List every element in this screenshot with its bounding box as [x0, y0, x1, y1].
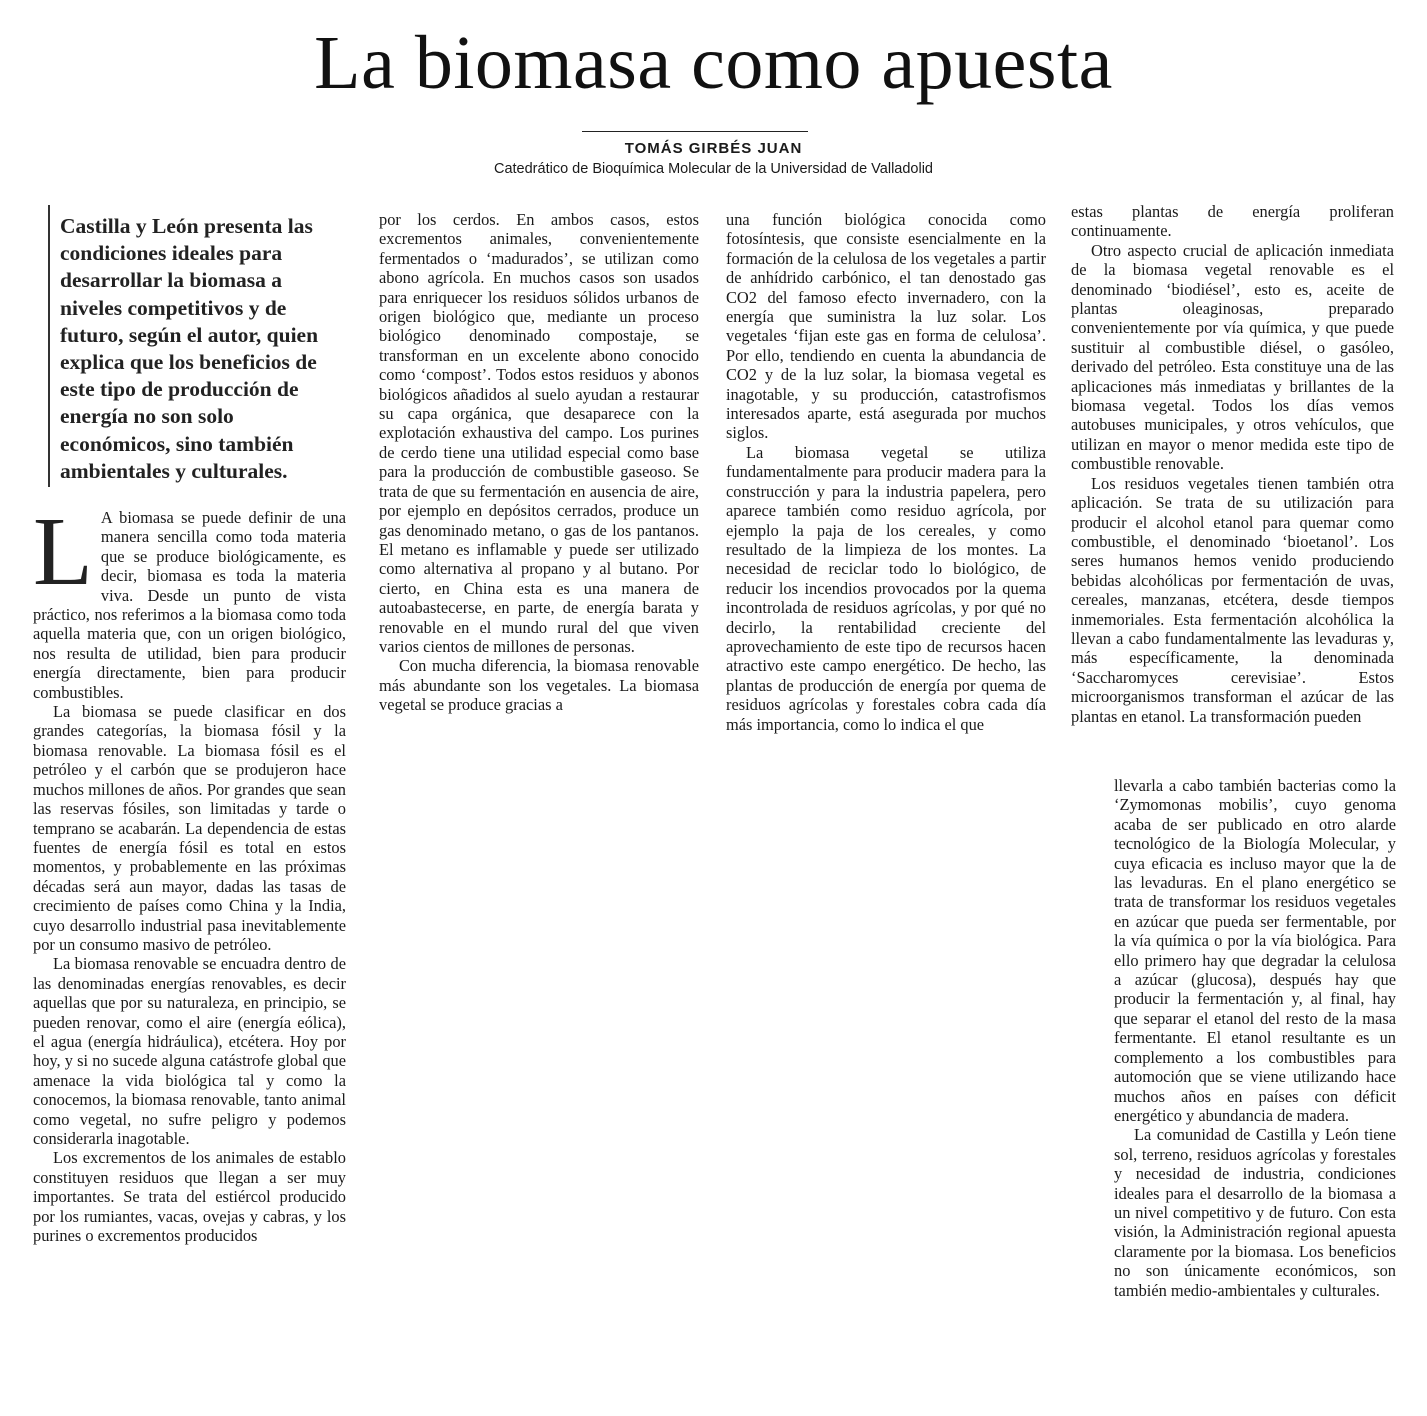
paragraph: La biomasa se puede clasificar en dos grandes categorías, la biomasa fósil y la biomasa renovable. La biomasa fósil es el petróleo y el carbón que se produjeron hace muchos millones de años. Por grandes que sean las reservas fósiles, son limitadas y tarde o temprano se acabarán. La dependencia de estas fuentes de energía fósil es total en estos momentos, y probablemente en las próximas décadas será aun mayor, dadas las tasas de crecimiento de países como China y la India, cuyo desarrollo industrial pasa inevitablemente por un consumo masivo de petróleo. — [33, 702, 346, 954]
paragraph-text: A biomasa se puede definir de una manera sencilla como toda materia que se produce biológicamente, es decir, biomasa es toda la materia viva. Desde un punto de vista práctico, nos referimos a la biomasa como toda aquella materia que, con un origen biológico, nos resulta de utilidad, bien para producir energía directamente, bien para producir combustibles. — [33, 508, 346, 702]
paragraph: estas plantas de energía proliferan continuamente. — [1071, 202, 1394, 241]
article-column-4-top — [1071, 202, 1394, 776]
paragraph: llevarla a cabo también bacterias como la ‘Zymomonas mobilis’, cuyo genoma acaba de ser publicado en otro alarde tecnológico de la Biología Molecular, y cuya eficacia es incluso mayor que la de las levaduras. En el plano energético se trata de transformar los residuos vegetales en azúcar que pueda ser fermentable, por la vía química o por la vía biológica. Para ello primero hay que degradar la celulosa a azúcar (glucosa), después hay que producir la fermentación y, al final, hay que separar el etanol del resto de la masa fermentante. El etanol resultante es un complemento a los combustibles para automoción que se viene utilizando hace muchos años en países con déficit energético y abundancia de madera. — [1114, 776, 1396, 1125]
paragraph: Con mucha diferencia, la biomasa renovable más abundante son los vegetales. La biomasa vegetal se produce gracias a — [379, 656, 699, 715]
author-affiliation: Catedrático de Bioquímica Molecular de la Universidad de Valladolid — [493, 161, 933, 177]
article-column-3 — [726, 210, 1046, 770]
paragraph: La biomasa vegetal se utiliza fundamentalmente para producir madera para la construcción y para la industria papelera, pero aparece también como residuo agrícola, por ejemplo la paja de los cereales, y como resultado de la limpieza de los montes. La necesidad de reciclar todo lo biológico, de reducir los incendios provocados por la quema incontrolada de residuos agrícolas, y por qué no decirlo, la rentabilidad creciente del aprovechamiento de este tipo de recursos hacen atractivo este campo energético. De hecho, las plantas de producción de energía por quema de residuos agrícolas y forestales cobra cada día más importancia, como lo indica el que — [726, 442, 1046, 734]
article-column-4-bottom — [1114, 776, 1396, 1386]
paragraph — [33, 508, 346, 702]
drop-cap: L — [33, 508, 93, 606]
paragraph: Otro aspecto crucial de aplicación inmediata de la biomasa vegetal renovable es el denominado ‘biodiésel’, esto es, aceite de plantas oleaginosas, preparado convenientemente por vía química, y que puede sustituir al combustible diésel, o gasóleo, derivado del petróleo. Esta constituye una de las aplicaciones más inmediatas y brillantes de la biomasa vegetal. Todos los días vemos autobuses municipales, y otros vehículos, que utilizan en mayor o menor medida este tipo de combustible renovable. — [1071, 240, 1394, 474]
article-column-2 — [379, 210, 699, 780]
standfirst: Castilla y León presenta las condiciones ideales para desarrollar la biomasa a niveles competitivos y de futuro, según el autor, quien explica que los beneficios de este tipo de producción de energía no son solo económicos, sino también ambientales y culturales. — [48, 205, 346, 487]
paragraph: Los residuos vegetales tienen también otra aplicación. Se trata de su utilización para producir el alcohol etanol para quemar como combustible, el denominado ‘bioetanol’. Los seres humanos hemos venido produciendo bebidas alcohólicas por fermentación de uvas, cereales, manzanas, etcétera, desde tiempos inmemoriales. Esta fermentación alcohólica la llevan a cabo fundamentalmente las levaduras y, más específicamente, la denominada ‘Saccharomyces cerevisiae’. Estos microorganismos transforman el azúcar de las plantas en etanol. La transformación pueden — [1071, 473, 1394, 726]
author-name: TOMÁS GIRBÉS JUAN — [624, 140, 803, 157]
headline: La biomasa como apuesta — [314, 21, 1113, 105]
paragraph: Los excrementos de los animales de establo constituyen residuos que llegan a ser muy importantes. Se trata del estiércol producido por los rumiantes, vacas, ovejas y cabras, y los purines o excrementos producidos — [33, 1148, 346, 1246]
paragraph: La comunidad de Castilla y León tiene sol, terreno, residuos agrícolas y forestales y necesidad de industria, condiciones ideales para el desarrollo de la biomasa a un nivel competitivo y de futuro. Con esta visión, la Administración regional apuesta claramente por la biomasa. Los beneficios no son únicamente económicos, son también medio-ambientales y culturales. — [1114, 1125, 1396, 1300]
article-column-1 — [33, 508, 346, 1398]
paragraph: La biomasa renovable se encuadra dentro de las denominadas energías renovables, es decir aquellas que por su naturaleza, en principio, se pueden renovar, como el aire (energía eólica), el agua (energía hidráulica), etcétera. Hoy por hoy, y si no sucede alguna catástrofe global que amenace la vida biológica tal y como la conocemos, la biomasa renovable, tanto animal como vegetal, no sufre peligro y podemos considerarla inagotable. — [33, 954, 346, 1148]
byline-rule — [582, 131, 808, 132]
paragraph: una función biológica conocida como fotosíntesis, que consiste esencialmente en la formación de la celulosa de los vegetales a partir de anhídrido carbónico, el tan denostado gas CO2 del famoso efecto invernadero, con la energía que suministra la luz solar. Los vegetales ‘fijan este gas en forma de celulosa’. Por ello, tendiendo en cuenta la abundancia de CO2 y de la luz solar, la biomasa vegetal es inagotable, y su producción, catastrofismos interesados aparte, está asegurada por muchos siglos. — [726, 210, 1046, 443]
paragraph: por los cerdos. En ambos casos, estos excrementos animales, convenientemente fermentados o ‘madurados’, se utilizan como abono agrícola. En muchos casos son usados para enriquecer los residuos sólidos urbanos de origen biológico que, mediante un proceso biológico denominado compostaje, se transforman en un excelente abono conocido como ‘compost’. Todos estos residuos y abonos biológicos añadidos al suelo ayudan a restaurar su capa orgánica, que desaparece con la explotación exhaustiva del campo. Los purines de cerdo tiene una utilidad especial como base para la producción de combustible gaseoso. Se trata de que su fermentación en ausencia de aire, por ejemplo en depósitos cerrados, produce un gas denominado metano, o gas de los pantanos. El metano es inflamable y puede ser utilizado como alternativa al propano y al butano. Por cierto, en China esta es una manera de autoabastecerse, en parte, de energía barata y renovable en el mundo rural del que viven varios cientos de millones de personas. — [379, 210, 699, 656]
